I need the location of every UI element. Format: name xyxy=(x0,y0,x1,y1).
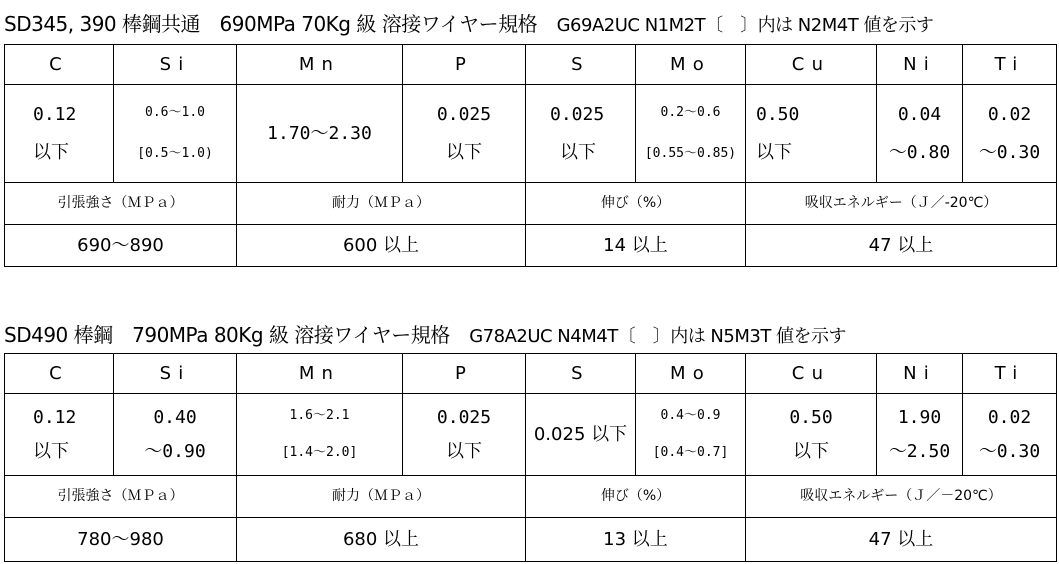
value-cu xyxy=(746,85,877,183)
table2-header-row xyxy=(5,354,1057,394)
prop-elongation-value: 13 以上 xyxy=(526,518,746,562)
value-ni-line1: 0.04 xyxy=(897,103,942,125)
header-mo: Mo xyxy=(636,354,746,394)
prop-absorbed-energy-label: 吸収エネルギー（Ｊ／－20℃） xyxy=(746,476,1057,518)
header-ni: Ni xyxy=(877,45,963,85)
value-mo-line1: 0.4～0.9 xyxy=(660,408,721,424)
value-si-line2: [0.5～1.0) xyxy=(137,145,213,161)
header-si: Si xyxy=(114,45,237,85)
prop-yield-label: 耐力（ＭＰａ） xyxy=(237,476,526,518)
header-si: Si xyxy=(114,354,237,394)
header-cu: Cu xyxy=(746,45,877,85)
value-si-line2: ～0.90 xyxy=(144,440,206,462)
header-mo: Mo xyxy=(636,45,746,85)
value-mo xyxy=(636,85,746,183)
value-ti-line1: 0.02 xyxy=(987,103,1032,125)
header-s: S xyxy=(526,354,636,394)
value-p-line1: 0.025 xyxy=(436,103,492,125)
value-s xyxy=(526,85,636,183)
value-ni-line2: ～2.50 xyxy=(888,440,951,462)
value-cu xyxy=(746,394,877,476)
value-mo-line2: [0.4～0.7] xyxy=(652,444,729,460)
header-ni: Ni xyxy=(877,354,963,394)
value-mn-line2: [1.4～2.0] xyxy=(281,444,358,460)
value-mn-line1: 1.6～2.1 xyxy=(289,408,350,424)
value-mn xyxy=(237,394,403,476)
header-mn: Mn xyxy=(237,45,403,85)
table2-prop-label-row xyxy=(5,476,1057,518)
value-mn-line1: 1.70～2.30 xyxy=(267,122,372,144)
prop-tensile-label: 引張強さ（ＭＰａ） xyxy=(5,183,237,225)
value-c xyxy=(5,394,114,476)
value-ti-line2: ～0.30 xyxy=(978,440,1041,462)
prop-absorbed-energy-label: 吸収エネルギー（Ｊ／-20℃） xyxy=(746,183,1057,225)
value-c-line2: 以下 xyxy=(33,440,69,462)
value-cu-line1: 0.50 xyxy=(756,103,800,125)
header-ti: Ti xyxy=(963,354,1057,394)
value-ni xyxy=(877,85,963,183)
value-c-line1: 0.12 xyxy=(33,406,77,428)
value-s-line1: 0.025 xyxy=(550,103,605,125)
header-cu: Cu xyxy=(746,354,877,394)
value-c-line2: 以下 xyxy=(33,141,69,163)
table1-title-main: SD345, 390 棒鋼共通 690MPa 70Kg 級 溶接ワイヤー規格 xyxy=(4,12,538,36)
table1-values-row xyxy=(5,85,1057,183)
prop-elongation-label: 伸び（%） xyxy=(526,476,746,518)
value-ni-line2: ～0.80 xyxy=(888,141,951,163)
value-p-line2: 以下 xyxy=(446,141,482,163)
value-ti xyxy=(963,394,1057,476)
value-cu-line2: 以下 xyxy=(756,141,792,163)
prop-absorbed-energy-value: 47 以上 xyxy=(746,518,1057,562)
value-mn xyxy=(237,85,403,183)
header-mn: Mn xyxy=(237,354,403,394)
table1-header-row xyxy=(5,45,1057,85)
value-si-line1: 0.40 xyxy=(153,406,197,428)
table1-title xyxy=(4,8,933,37)
header-p: P xyxy=(403,45,526,85)
header-ti: Ti xyxy=(963,45,1057,85)
table2 xyxy=(4,353,1057,562)
value-p-line1: 0.025 xyxy=(436,406,492,428)
value-ni xyxy=(877,394,963,476)
table2-title-sub: G78A2UC N4M4T〔 〕内は N5M3T 値を示す xyxy=(469,326,847,347)
value-ti-line2: ～0.30 xyxy=(978,141,1041,163)
value-s xyxy=(526,394,636,476)
value-ti xyxy=(963,85,1057,183)
table2-values-row xyxy=(5,394,1057,476)
table2-title xyxy=(4,319,846,348)
prop-yield-value: 600 以上 xyxy=(237,225,526,267)
table2-prop-value-row xyxy=(5,518,1057,562)
value-p-line2: 以下 xyxy=(446,440,482,462)
header-c: C xyxy=(5,45,114,85)
table2-title-main: SD490 棒鋼 790MPa 80Kg 級 溶接ワイヤー規格 xyxy=(4,323,450,347)
value-ni-line1: 1.90 xyxy=(897,406,942,428)
value-si-line1: 0.6～1.0 xyxy=(145,105,205,121)
header-c: C xyxy=(5,354,114,394)
prop-elongation-value: 14 以上 xyxy=(526,225,746,267)
table1-prop-value-row xyxy=(5,225,1057,267)
value-p xyxy=(403,394,526,476)
value-c xyxy=(5,85,114,183)
value-ti-line1: 0.02 xyxy=(987,406,1032,428)
value-si xyxy=(114,394,237,476)
prop-elongation-label: 伸び（%） xyxy=(526,183,746,225)
value-mo-line1: 0.2～0.6 xyxy=(660,105,721,121)
value-mo-line2: [0.55～0.85) xyxy=(644,145,737,161)
table1-title-sub: G69A2UC N1M2T〔 〕内は N2M4T 値を示す xyxy=(556,15,934,36)
prop-tensile-value: 690～890 xyxy=(5,225,237,267)
header-s: S xyxy=(526,45,636,85)
prop-tensile-value: 780～980 xyxy=(5,518,237,562)
table1 xyxy=(4,44,1057,267)
prop-tensile-label: 引張強さ（ＭＰａ） xyxy=(5,476,237,518)
value-si xyxy=(114,85,237,183)
value-c-line1: 0.12 xyxy=(33,103,77,125)
prop-yield-label: 耐力（ＭＰａ） xyxy=(237,183,526,225)
value-mo xyxy=(636,394,746,476)
prop-absorbed-energy-value: 47 以上 xyxy=(746,225,1057,267)
value-s-line1: 0.025 以下 xyxy=(533,423,628,445)
prop-yield-value: 680 以上 xyxy=(237,518,526,562)
value-cu-line2: 以下 xyxy=(793,440,829,462)
header-p: P xyxy=(403,354,526,394)
value-p xyxy=(403,85,526,183)
value-s-line2: 以下 xyxy=(560,141,596,163)
value-cu-line1: 0.50 xyxy=(789,406,833,428)
table1-prop-label-row xyxy=(5,183,1057,225)
